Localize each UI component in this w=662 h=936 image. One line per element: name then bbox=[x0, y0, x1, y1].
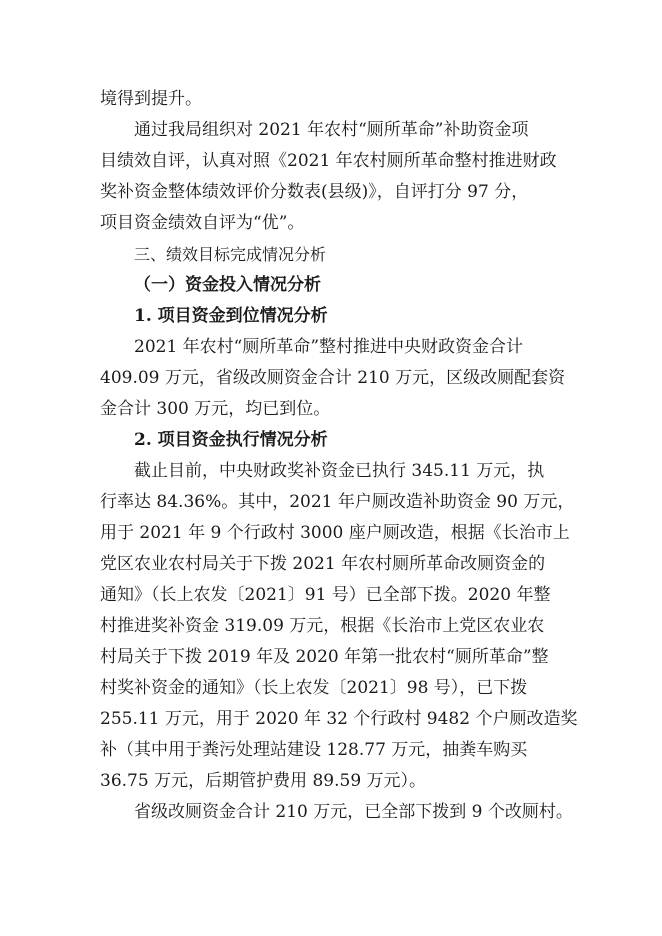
paragraph-line: 党区农业农村局关于下拨 2021 年农村厕所革命改厕资金的 bbox=[100, 554, 546, 574]
paragraph-line: 用于 2021 年 9 个行政村 3000 座户厕改造，根据《长治市上 bbox=[100, 523, 570, 543]
paragraph-line: 境得到提升。 bbox=[100, 89, 202, 109]
paragraph-line: 行率达 84.36%。其中，2021 年户厕改造补助资金 90 万元， bbox=[100, 492, 575, 512]
paragraph-line: 村奖补资金的通知》（长上农发〔2021〕98 号），已下拨 bbox=[100, 678, 528, 698]
document-body bbox=[100, 84, 578, 828]
paragraph-line: 2021 年农村“厕所革命”整村推进中央财政资金合计 bbox=[134, 337, 524, 357]
sub-subsection-heading: 1. 项目资金到位情况分析 bbox=[134, 306, 328, 326]
paragraph-line: 截止目前，中央财政奖补资金已执行 345.11 万元，执 bbox=[134, 461, 545, 481]
paragraph-line: 通过我局组织对 2021 年农村“厕所革命”补助资金项 bbox=[134, 120, 529, 140]
paragraph-line: 金合计 300 万元，均已到位。 bbox=[100, 399, 331, 419]
section-heading: 三、绩效目标完成情况分析 bbox=[134, 245, 327, 264]
sub-subsection-heading: 2. 项目资金执行情况分析 bbox=[134, 430, 328, 450]
paragraph-line: 奖补资金整体绩效评价分数表(县级)》，自评打分 97 分， bbox=[100, 182, 529, 202]
paragraph-line: 36.75 万元，后期管护费用 89.59 万元）。 bbox=[100, 771, 427, 791]
paragraph-line: 409.09 万元，省级改厕资金合计 210 万元，区级改厕配套资 bbox=[100, 368, 566, 388]
paragraph-line: 省级改厕资金合计 210 万元，已全部下拨到 9 个改厕村。 bbox=[134, 802, 573, 822]
paragraph-line: 通知》（长上农发〔2021〕91 号）已全部下拨。2020 年整 bbox=[100, 585, 551, 605]
paragraph-line: 村局关于下拨 2019 年及 2020 年第一批农村“厕所革命”整 bbox=[100, 647, 549, 667]
subsection-heading: （一）资金投入情况分析 bbox=[134, 275, 321, 295]
paragraph-line: 补（其中用于粪污处理站建设 128.77 万元，抽粪车购买 bbox=[100, 740, 528, 760]
paragraph-line: 项目资金绩效自评为“优”。 bbox=[100, 213, 305, 233]
paragraph-line: 村推进奖补资金 319.09 万元，根据《长治市上党区农业农 bbox=[100, 616, 545, 636]
paragraph-line: 目绩效自评，认真对照《2021 年农村厕所革命整村推进财政 bbox=[100, 151, 557, 171]
paragraph-line: 255.11 万元，用于 2020 年 32 个行政村 9482 个户厕改造奖 bbox=[100, 709, 578, 729]
